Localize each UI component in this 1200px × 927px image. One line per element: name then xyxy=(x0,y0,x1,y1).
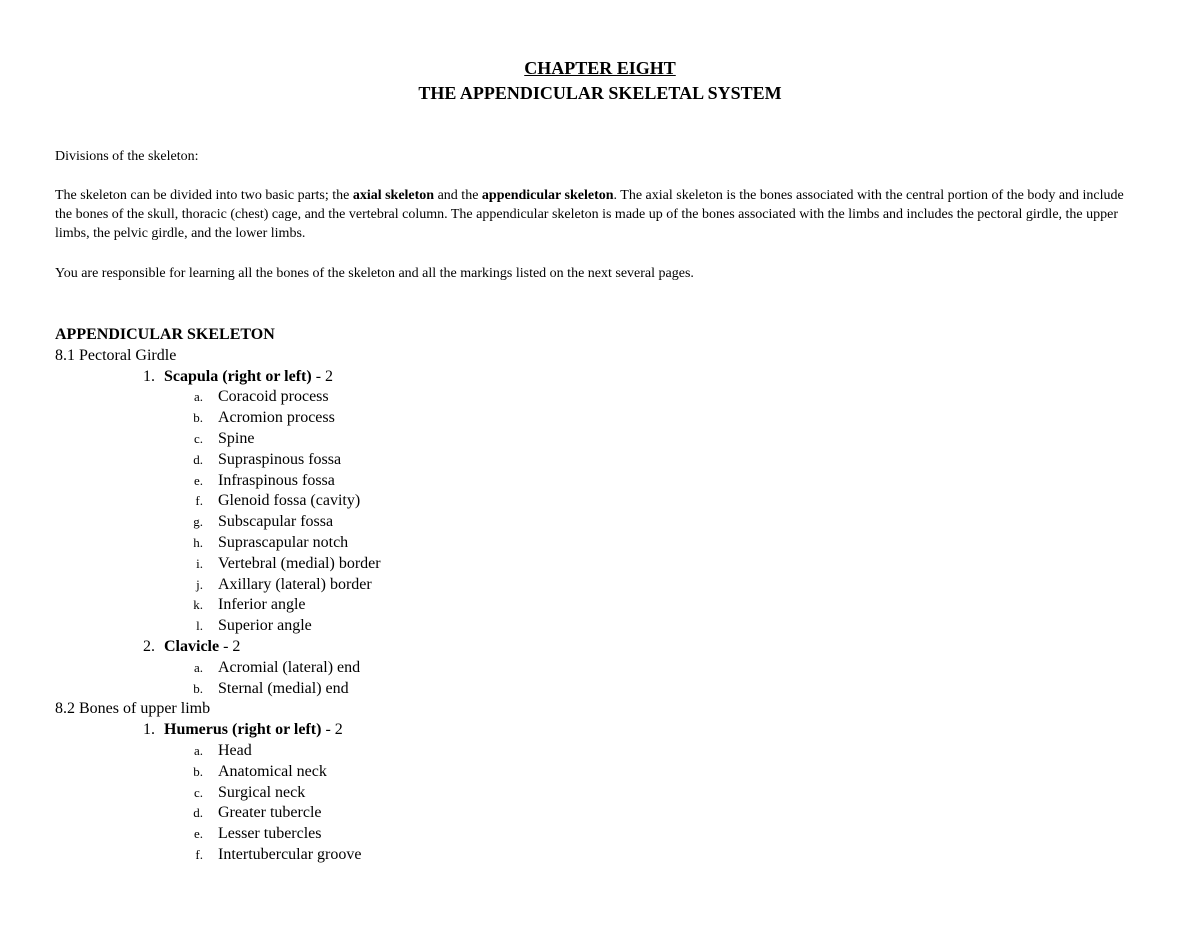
subitem-letter: d. xyxy=(193,451,203,467)
subitem-text: Spine xyxy=(218,429,255,447)
para1-text-3: . The axial skeleton is the bones associated with the central portion of the body and include the bones of the skull, thoracic (chest) cage, and the vertebral column. The appendicular skeleton is made up of the bones associated with the limbs and includes the pectoral girdle, the upper limbs, the pelvic girdle, and the lower limbs. xyxy=(55,188,1124,241)
outline-item-scapula xyxy=(55,367,1055,388)
subitem-letter: c. xyxy=(193,430,203,446)
scapula-subitems xyxy=(55,387,1055,637)
outline-subitem xyxy=(55,471,1055,492)
outline xyxy=(55,325,1055,866)
item-number: 1. xyxy=(143,367,155,385)
title-block xyxy=(0,57,1200,104)
outline-item-humerus xyxy=(55,720,1055,741)
subitem-text: Anatomical neck xyxy=(218,762,327,780)
subitem-text: Coracoid process xyxy=(218,388,329,406)
subitem-letter: k. xyxy=(193,597,203,613)
subitem-letter: a. xyxy=(193,389,203,405)
subitem-letter: b. xyxy=(193,763,203,779)
divisions-label: Divisions of the skeleton: xyxy=(55,149,199,164)
subitem-text: Intertubercular groove xyxy=(218,845,362,863)
subitem-letter: f. xyxy=(195,846,203,862)
subitem-letter: a. xyxy=(193,659,203,675)
item-name: Scapula (right or left) xyxy=(164,367,312,385)
subitem-letter: j. xyxy=(196,576,203,592)
subitem-letter: b. xyxy=(193,680,203,696)
subitem-letter: a. xyxy=(193,742,203,758)
section-label-pectoral-girdle: 8.1 Pectoral Girdle xyxy=(55,346,177,364)
outline-item-clavicle xyxy=(55,637,1055,658)
item-number: 1. xyxy=(143,721,155,739)
subitem-text: Greater tubercle xyxy=(218,804,322,822)
subitem-letter: h. xyxy=(193,534,203,550)
para1-text-1: The skeleton can be divided into two basic parts; the xyxy=(55,188,353,203)
outline-subitem xyxy=(55,387,1055,408)
item-count: - 2 xyxy=(311,367,334,385)
subitem-letter: i. xyxy=(196,555,203,571)
outline-subitem xyxy=(55,803,1055,824)
outline-subitem xyxy=(55,845,1055,866)
subitem-letter: g. xyxy=(193,514,203,530)
item-number: 2. xyxy=(143,637,155,655)
subitem-text: Inferior angle xyxy=(218,596,306,614)
subitem-letter: l. xyxy=(196,618,203,634)
subitem-text: Sternal (medial) end xyxy=(218,679,349,697)
outline-subitem xyxy=(55,762,1055,783)
item-count: - 2 xyxy=(219,637,241,655)
outline-subitem xyxy=(55,408,1055,429)
outline-subitem xyxy=(55,679,1055,700)
outline-subitem xyxy=(55,450,1055,471)
outline-subitem xyxy=(55,783,1055,804)
outline-subitem xyxy=(55,658,1055,679)
subitem-text: Head xyxy=(218,741,252,759)
subitem-text: Vertebral (medial) border xyxy=(218,554,381,572)
subitem-text: Axillary (lateral) border xyxy=(218,575,372,593)
subitem-text: Suprascapular notch xyxy=(218,533,349,551)
para1-bold-appendicular: appendicular skeleton xyxy=(481,188,614,203)
subitem-text: Superior angle xyxy=(218,617,312,635)
subitem-text: Surgical neck xyxy=(218,783,306,801)
outline-heading: APPENDICULAR SKELETON xyxy=(55,326,275,343)
outline-subitem xyxy=(55,554,1055,575)
outline-subitem xyxy=(55,491,1055,512)
chapter-heading: CHAPTER EIGHT xyxy=(524,58,676,78)
para1-bold-axial: axial skeleton xyxy=(352,188,435,203)
subitem-text: Acromial (lateral) end xyxy=(218,658,361,676)
subitem-letter: c. xyxy=(193,784,203,800)
subitem-letter: e. xyxy=(193,472,203,488)
outline-subitem xyxy=(55,533,1055,554)
intro-paragraph xyxy=(55,186,1135,243)
outline-subitem xyxy=(55,741,1055,762)
subitem-letter: f. xyxy=(195,493,203,509)
subitem-letter: e. xyxy=(193,826,203,842)
responsibility-paragraph: You are responsible for learning all the bones of the skeleton and all the markings listed on the next several pages. xyxy=(55,266,694,281)
item-name: Humerus (right or left) xyxy=(164,721,322,739)
outline-subitem xyxy=(55,595,1055,616)
section-label-upper-limb: 8.2 Bones of upper limb xyxy=(55,700,211,718)
subitem-letter: d. xyxy=(193,805,203,821)
item-name: Clavicle xyxy=(164,637,220,655)
subitem-text: Acromion process xyxy=(218,409,335,427)
subitem-text: Supraspinous fossa xyxy=(218,450,342,468)
subitem-text: Lesser tubercles xyxy=(218,825,322,843)
subitem-text: Infraspinous fossa xyxy=(218,471,335,489)
item-count: - 2 xyxy=(321,721,343,739)
chapter-title: THE APPENDICULAR SKELETAL SYSTEM xyxy=(418,83,782,103)
outline-subitem xyxy=(55,512,1055,533)
subitem-letter: b. xyxy=(193,410,203,426)
subitem-text: Subscapular fossa xyxy=(218,513,334,531)
clavicle-subitems xyxy=(55,658,1055,700)
outline-subitem xyxy=(55,429,1055,450)
outline-subitem xyxy=(55,824,1055,845)
para1-text-2: and the xyxy=(434,188,482,203)
outline-subitem xyxy=(55,575,1055,596)
outline-subitem xyxy=(55,616,1055,637)
humerus-subitems xyxy=(55,741,1055,866)
subitem-text: Glenoid fossa (cavity) xyxy=(218,492,361,510)
